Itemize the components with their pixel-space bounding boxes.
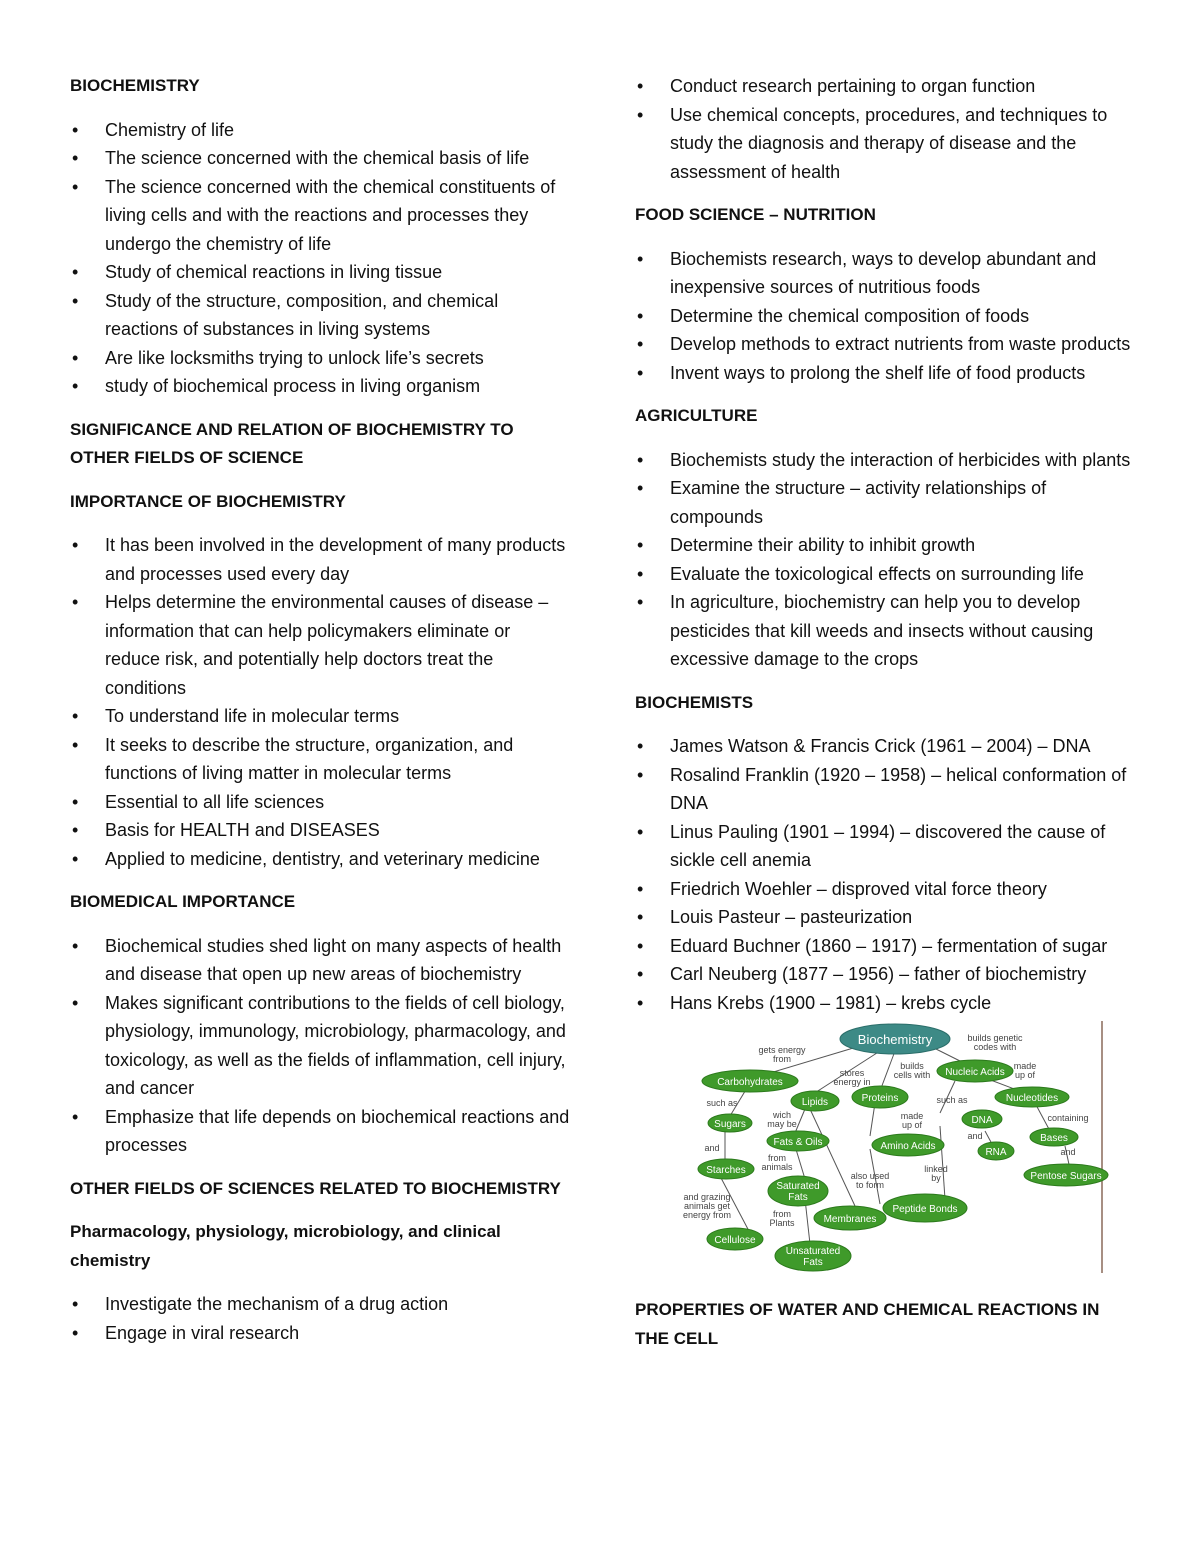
list-item: • To understand life in molecular terms [70, 702, 570, 731]
label-builds-cells: builds [900, 1061, 924, 1071]
node-label: Cellulose [714, 1235, 756, 1246]
node-label: Amino Acids [880, 1141, 936, 1152]
importance-list [70, 531, 570, 873]
label-linked-by: by [931, 1173, 941, 1183]
list-item: • Applied to medicine, dentistry, and veterinary medicine [70, 845, 570, 874]
list-item: • Carl Neuberg (1877 – 1956) – father of biochemistry [635, 960, 1135, 989]
left-column [70, 72, 570, 1362]
label-stores-energy: energy in [833, 1077, 871, 1087]
label-such-as: such as [706, 1098, 738, 1108]
list-item: • The science concerned with the chemical constituents of living cells and with the reactions and processes they undergo the chemistry of life [70, 173, 570, 259]
label-and: and [704, 1143, 720, 1153]
label-from-animals: animals [761, 1162, 793, 1172]
list-item: • Use chemical concepts, procedures, and techniques to study the diagnosis and therapy of disease and the assessment of health [635, 101, 1135, 187]
list-item: • Eduard Buchner (1860 – 1917) – fermentation of sugar [635, 932, 1135, 961]
list-item: • Determine the chemical composition of foods [635, 302, 1135, 331]
list-item: • Helps determine the environmental causes of disease – information that can help policymakers eliminate or reduce risk, and potentially help doctors treat the conditions [70, 588, 570, 702]
biochemistry-concept-map [670, 1021, 1110, 1276]
node-membranes [814, 1206, 886, 1230]
heading-properties-of-water: PROPERTIES OF WATER AND CHEMICAL REACTIONS IN THE CELL [635, 1300, 1100, 1348]
label-which-may-be: may be [767, 1119, 797, 1129]
list-item: • In agriculture, biochemistry can help you to develop pesticides that kill weeds and insects without causing excessive damage to the crops [635, 588, 1135, 674]
label-made-up-of: up of [1014, 1070, 1036, 1080]
list-item: • Biochemists study the interaction of herbicides with plants [635, 446, 1135, 475]
heading-importance: IMPORTANCE OF BIOCHEMISTRY [70, 491, 346, 511]
label-from-animals: from [768, 1153, 786, 1163]
node-nucleotides [995, 1087, 1069, 1107]
label-also-used: to form [855, 1180, 885, 1190]
node-starches [698, 1159, 754, 1179]
node-rna [978, 1142, 1014, 1160]
label-made-up-of: made [900, 1111, 924, 1121]
biochemists-list [635, 732, 1135, 1017]
list-item: • Are like locksmiths trying to unlock life’s secrets [70, 344, 570, 373]
label-such-as: such as [936, 1095, 968, 1105]
label-builds-cells: cells with [893, 1070, 931, 1080]
heading-biochemists: BIOCHEMISTS [635, 692, 754, 712]
node-label: Starches [706, 1165, 746, 1176]
node-peptide-bonds [883, 1194, 967, 1222]
list-item: • It has been involved in the development of many products and processes used every day [70, 531, 570, 588]
label-made-up-of: up of [901, 1120, 923, 1130]
label-builds-genetic: builds genetic [967, 1033, 1023, 1043]
right-column [635, 72, 1135, 1368]
label-which-may-be: wich [772, 1110, 792, 1120]
list-item: • It seeks to describe the structure, organization, and functions of living matter in molecular terms [70, 731, 570, 788]
node-label: Nucleotides [1005, 1093, 1059, 1104]
node-proteins [852, 1086, 908, 1108]
node-label: Unsaturated [785, 1246, 841, 1257]
label-stores-energy: stores [839, 1068, 865, 1078]
list-item: • Basis for HEALTH and DISEASES [70, 816, 570, 845]
heading-food-science: FOOD SCIENCE – NUTRITION [635, 205, 876, 224]
node-label: DNA [971, 1115, 993, 1126]
node-dna [962, 1110, 1002, 1128]
food-science-list [635, 245, 1135, 388]
list-item: • Emphasize that life depends on biochemical reactions and processes [70, 1103, 570, 1160]
node-label: Peptide Bonds [892, 1204, 958, 1215]
label-builds-genetic: codes with [973, 1042, 1017, 1052]
list-item: • study of biochemical process in living organism [70, 372, 570, 401]
subheading-pharmacology: Pharmacology, physiology, microbiology, and clinical chemistry [70, 1222, 501, 1270]
node-bases [1030, 1128, 1078, 1146]
label-and: and [1060, 1147, 1076, 1157]
node-label: Carbohydrates [717, 1077, 783, 1088]
node-cellulose [707, 1228, 763, 1250]
list-item: • Rosalind Franklin (1920 – 1958) – helical conformation of DNA [635, 761, 1135, 818]
node-label: Fats [803, 1257, 823, 1268]
list-item: • Evaluate the toxicological effects on surrounding life [635, 560, 1135, 589]
node-label: Membranes [823, 1214, 877, 1225]
node-label: Fats [788, 1192, 808, 1203]
node-label: Biochemistry [857, 1032, 933, 1047]
list-item: • Louis Pasteur – pasteurization [635, 903, 1135, 932]
node-saturated-fats [768, 1176, 828, 1206]
label-and: and [967, 1131, 983, 1141]
node-label: RNA [985, 1147, 1007, 1158]
node-sugars [708, 1114, 752, 1132]
label-containing: containing [1047, 1113, 1089, 1123]
node-carbohydrates [702, 1070, 798, 1092]
list-item: • Friedrich Woehler – disproved vital force theory [635, 875, 1135, 904]
pharmacology-list-continued [635, 72, 1135, 186]
list-item: • The science concerned with the chemical basis of life [70, 144, 570, 173]
list-item: • Study of the structure, composition, and chemical reactions of substances in living systems [70, 287, 570, 344]
node-label: Saturated [776, 1181, 820, 1192]
node-label: Nucleic Acids [945, 1067, 1005, 1078]
list-item: • Biochemical studies shed light on many aspects of health and disease that open up new areas of biochemistry [70, 932, 570, 989]
node-label: Fats & Oils [773, 1137, 823, 1148]
biochemistry-list [70, 116, 570, 401]
node-unsaturated-fats [775, 1241, 851, 1271]
biomedical-list [70, 932, 570, 1160]
label-grazing: energy from [682, 1210, 732, 1220]
node-label: Pentose Sugars [1030, 1171, 1102, 1182]
list-item: • Biochemists research, ways to develop abundant and inexpensive sources of nutritious foods [635, 245, 1135, 302]
label-from-plants: from [773, 1209, 791, 1219]
list-item: • Conduct research pertaining to organ function [635, 72, 1135, 101]
list-item: • James Watson & Francis Crick (1961 – 2004) – DNA [635, 732, 1135, 761]
pharmacology-list [70, 1290, 570, 1347]
list-item: • Engage in viral research [70, 1319, 570, 1348]
node-amino-acids [872, 1134, 944, 1156]
node-label: Proteins [861, 1093, 899, 1104]
label-gets-energy: gets energy [758, 1045, 806, 1055]
label-grazing: and grazing [683, 1192, 731, 1202]
list-item: • Investigate the mechanism of a drug action [70, 1290, 570, 1319]
node-fats-oils [767, 1131, 829, 1151]
node-lipids [791, 1091, 839, 1111]
list-item: • Hans Krebs (1900 – 1981) – krebs cycle [635, 989, 1135, 1018]
heading-biochemistry: BIOCHEMISTRY [70, 76, 200, 95]
label-made-up-of: made [1013, 1061, 1037, 1071]
list-item: • Essential to all life sciences [70, 788, 570, 817]
label-gets-energy: from [773, 1054, 791, 1064]
list-item: • Linus Pauling (1901 – 1994) – discovered the cause of sickle cell anemia [635, 818, 1135, 875]
node-label: Sugars [714, 1119, 746, 1130]
label-linked-by: linked [924, 1164, 948, 1174]
node-nucleic-acids [937, 1060, 1013, 1082]
node-biochemistry [840, 1024, 950, 1054]
node-label: Bases [1040, 1133, 1068, 1144]
list-item: • Makes significant contributions to the fields of cell biology, physiology, immunology, microbiology, pharmacology, and toxicology, as well as the fields of inflammation, cell injury, and cancer [70, 989, 570, 1103]
list-item: • Examine the structure – activity relationships of compounds [635, 474, 1135, 531]
concept-map-svg [670, 1021, 1110, 1276]
list-item: • Invent ways to prolong the shelf life of food products [635, 359, 1135, 388]
heading-agriculture: AGRICULTURE [635, 406, 758, 425]
label-from-plants: Plants [769, 1218, 795, 1228]
label-also-used: also used [850, 1171, 890, 1181]
agriculture-list [635, 446, 1135, 674]
list-item: • Study of chemical reactions in living tissue [70, 258, 570, 287]
list-item: • Develop methods to extract nutrients from waste products [635, 330, 1135, 359]
heading-other-fields: OTHER FIELDS OF SCIENCES RELATED TO BIOCHEMISTRY [70, 1178, 561, 1198]
node-label: Lipids [801, 1097, 829, 1108]
label-grazing: animals get [683, 1201, 731, 1211]
heading-biomedical: BIOMEDICAL IMPORTANCE [70, 892, 296, 911]
heading-significance: SIGNIFICANCE AND RELATION OF BIOCHEMISTRY TO OTHER FIELDS OF SCIENCE [70, 419, 514, 467]
list-item: • Determine their ability to inhibit growth [635, 531, 1135, 560]
list-item: • Chemistry of life [70, 116, 570, 145]
node-pentose-sugars [1024, 1164, 1108, 1186]
